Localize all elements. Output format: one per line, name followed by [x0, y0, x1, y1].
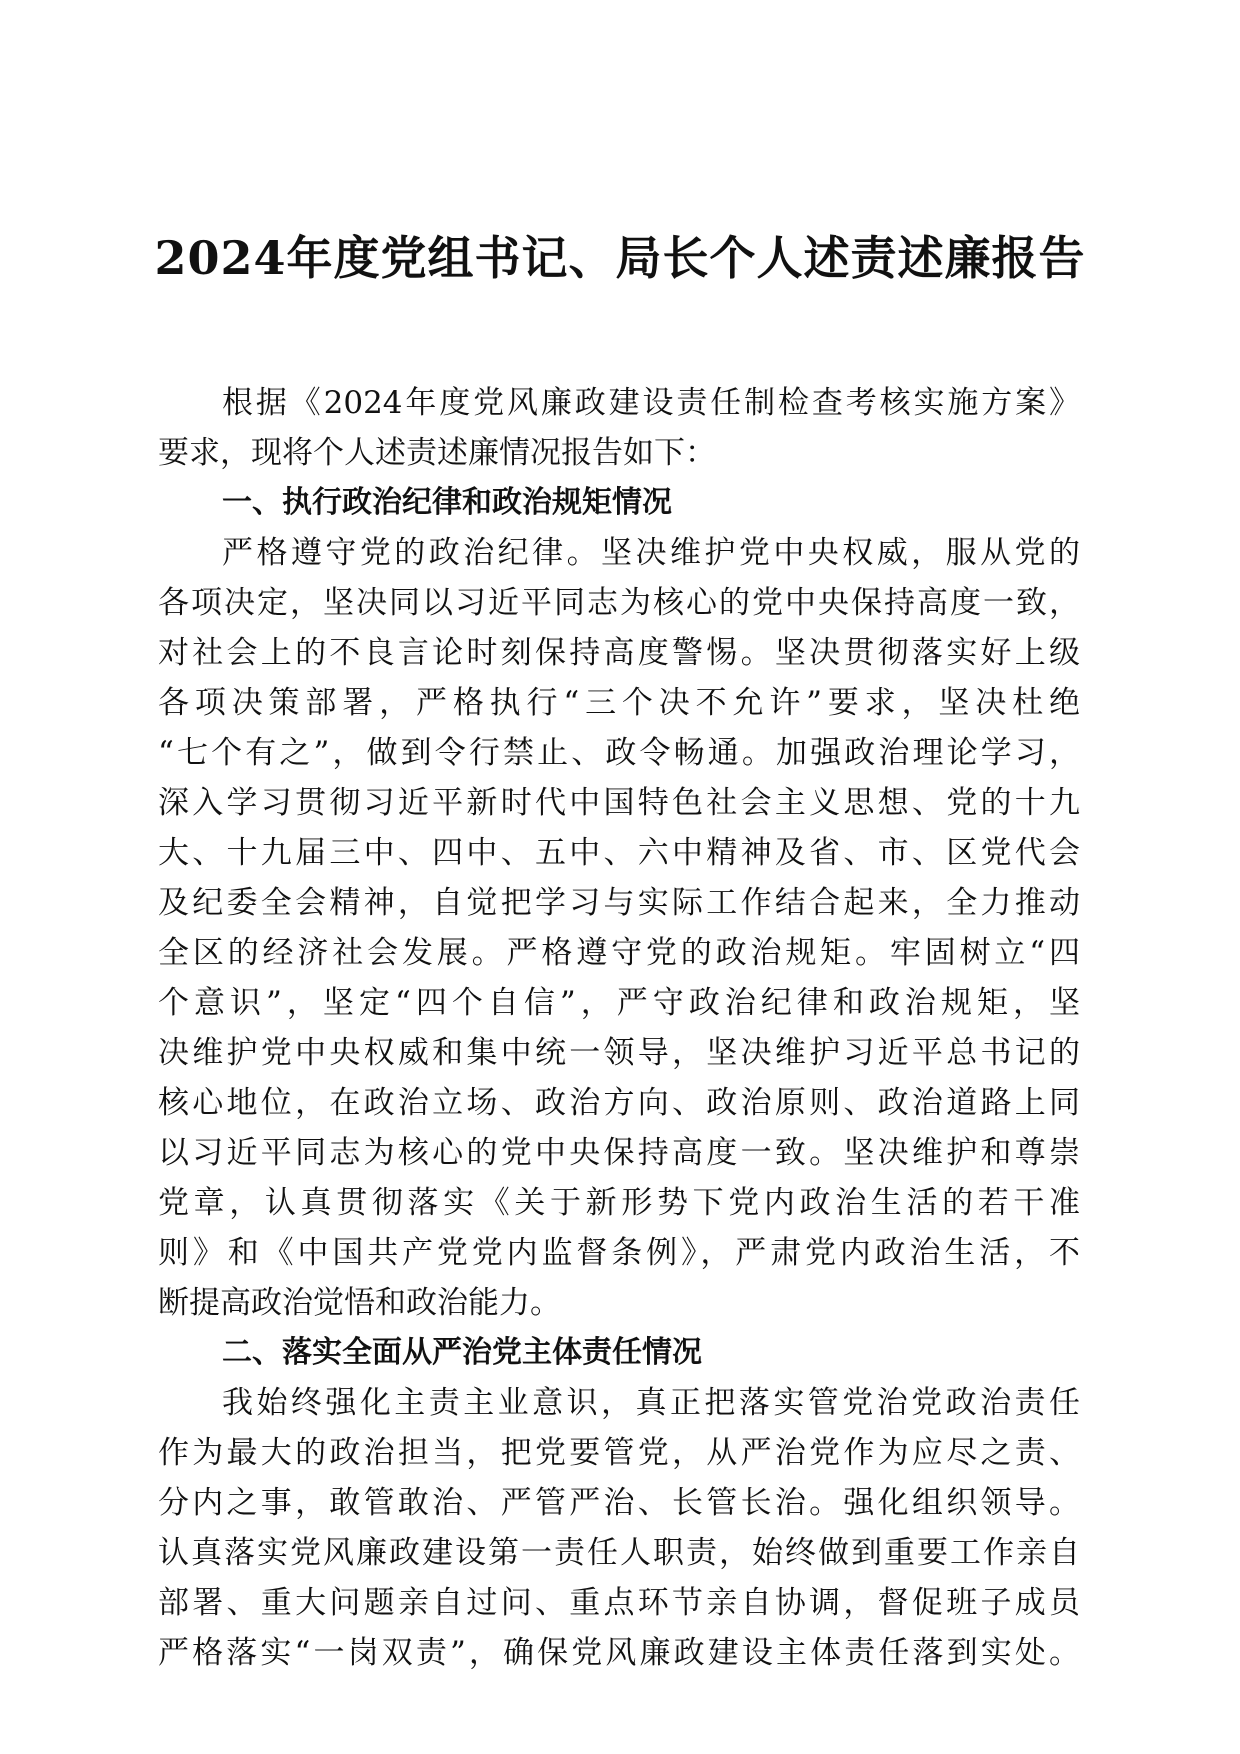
paragraph-line: 认真落实党风廉政建设第一责任人职责，始终做到重要工作亲自	[158, 1535, 1080, 1571]
paragraph-line: 深入学习贯彻习近平新时代中国特色社会主义思想、党的十九	[158, 785, 1080, 821]
paragraph-line: “七个有之”，做到令行禁止、政令畅通。加强政治理论学习，	[158, 735, 1080, 771]
page-title: 2024年度党组书记、局长个人述责述廉报告	[154, 231, 1086, 285]
paragraph-line: 则》和《中国共产党党内监督条例》，严肃党内政治生活，不	[158, 1235, 1080, 1271]
paragraph-line: 及纪委全会精神，自觉把学习与实际工作结合起来，全力推动	[158, 885, 1080, 921]
paragraph-line: 个意识”，坚定“四个自信”，严守政治纪律和政治规矩，坚	[158, 985, 1080, 1021]
paragraph-line: 严格落实“一岗双责”，确保党风廉政建设主体责任落到实处。	[158, 1635, 1080, 1671]
paragraph-line: 我始终强化主责主业意识，真正把落实管党治党政治责任	[222, 1385, 1080, 1421]
document-body	[158, 378, 1080, 1678]
paragraph-line: 核心地位，在政治立场、政治方向、政治原则、政治道路上同	[158, 1085, 1080, 1121]
paragraph-line: 作为最大的政治担当，把党要管党，从严治党作为应尽之责、	[158, 1435, 1080, 1471]
paragraph-line: 严格遵守党的政治纪律。坚决维护党中央权威，服从党的	[222, 535, 1080, 571]
paragraph-line: 要求，现将个人述责述廉情况报告如下：	[158, 435, 716, 471]
paragraph-line: 断提高政治觉悟和政治能力。	[158, 1285, 561, 1321]
paragraph-line: 各项决策部署，严格执行“三个决不允许”要求，坚决杜绝	[158, 685, 1080, 721]
paragraph-line: 决维护党中央权威和集中统一领导，坚决维护习近平总书记的	[158, 1035, 1080, 1071]
paragraph-line: 全区的经济社会发展。严格遵守党的政治规矩。牢固树立“四	[158, 935, 1080, 971]
paragraph-line: 部署、重大问题亲自过问、重点环节亲自协调，督促班子成员	[158, 1585, 1080, 1621]
paragraph-line: 以习近平同志为核心的党中央保持高度一致。坚决维护和尊崇	[158, 1135, 1080, 1171]
paragraph-line: 党章，认真贯彻落实《关于新形势下党内政治生活的若干准	[158, 1185, 1080, 1221]
paragraph-line: 对社会上的不良言论时刻保持高度警惕。坚决贯彻落实好上级	[158, 635, 1080, 671]
section-heading-1: 一、执行政治纪律和政治规矩情况	[222, 485, 672, 520]
paragraph-line: 根据《2024年度党风廉政建设责任制检查考核实施方案》	[222, 385, 1080, 421]
paragraph-line: 分内之事，敢管敢治、严管严治、长管长治。强化组织领导。	[158, 1485, 1080, 1521]
paragraph-line: 各项决定，坚决同以习近平同志为核心的党中央保持高度一致，	[158, 585, 1080, 621]
section-heading-2: 二、落实全面从严治党主体责任情况	[222, 1335, 702, 1370]
paragraph-line: 大、十九届三中、四中、五中、六中精神及省、市、区党代会	[158, 835, 1080, 871]
